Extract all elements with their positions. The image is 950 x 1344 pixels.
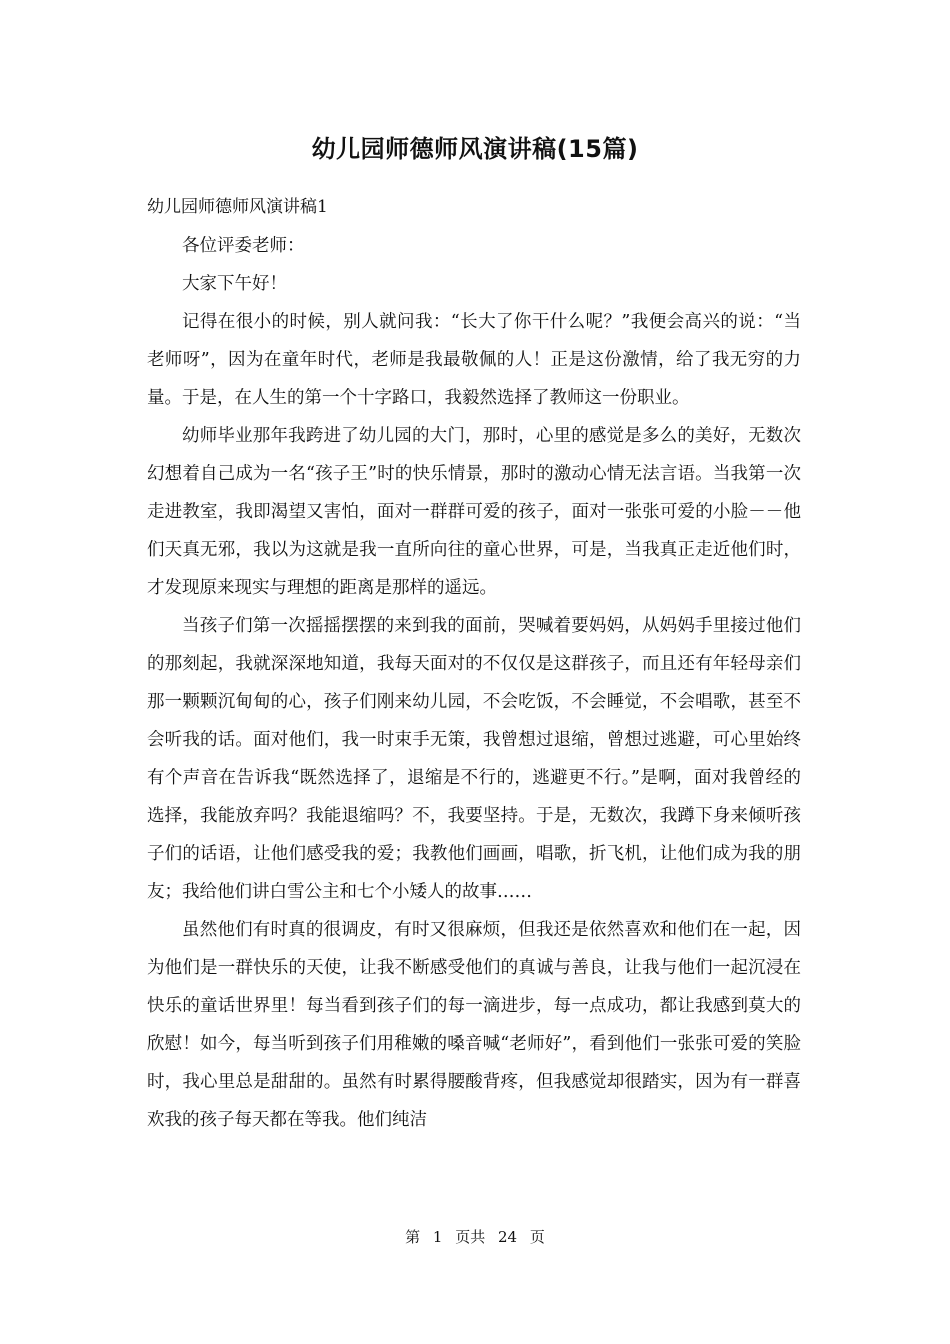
page-footer: 第 1 页共 24 页 (405, 1228, 545, 1246)
document-body (147, 227, 801, 1139)
section-heading: 幼儿园师德师风演讲稿1 (147, 197, 328, 217)
paragraph-greeting: 大家下午好！ (182, 274, 287, 294)
document-title: 幼儿园师德师风演讲稿(15篇) (311, 135, 639, 163)
paragraph-childhood: 记得在很小的时候，别人就问我：“长大了你干什么呢？”我便会高兴的说：“当老师呀”，因为在童年时代，老师是我最敬佩的人！正是这份激情，给了我无穷的力量。于是，在人生的第一个十字路口，我毅然选择了教师这一份职业。 (147, 312, 801, 408)
paragraph-happy-angels: 虽然他们有时真的很调皮，有时又很麻烦，但我还是依然喜欢和他们在一起，因为他们是一群快乐的天使，让我不断感受他们的真诚与善良，让我与他们一起沉浸在快乐的童话世界里！每当看到孩子们的每一滴进步，每一点成功，都让我感到莫大的欣慰！如今，每当听到孩子们用稚嫩的嗓音喊“老师好”，看到他们一张张可爱的笑脸时，我心里总是甜甜的。虽然有时累得腰酸背疼，但我感觉却很踏实，因为有一群喜欢我的孩子每天都在等我。他们纯洁 (147, 920, 801, 1130)
paragraph-first-job: 幼师毕业那年我跨进了幼儿园的大门，那时，心里的感觉是多么的美好，无数次幻想着自己成为一名“孩子王”时的快乐情景，那时的激动心情无法言语。当我第一次走进教室，我即渴望又害怕，面对一群群可爱的孩子，面对一张张可爱的小脸－－他们天真无邪，我以为这就是我一直所向往的童心世界，可是，当我真正走近他们时，才发现原来现实与理想的距离是那样的遥远。 (147, 426, 801, 598)
paragraph-first-children: 当孩子们第一次摇摇摆摆的来到我的面前，哭喊着要妈妈，从妈妈手里接过他们的那刻起，我就深深地知道，我每天面对的不仅仅是这群孩子，而且还有年轻母亲们那一颗颗沉甸甸的心，孩子们刚来幼儿园，不会吃饭，不会睡觉，不会唱歌，甚至不会听我的话。面对他们，我一时束手无策，我曾想过退缩，曾想过逃避，可心里始终有个声音在告诉我“既然选择了，退缩是不行的，逃避更不行。”是啊，面对我曾经的选择，我能放弃吗？我能退缩吗？不，我要坚持。于是，无数次，我蹲下身来倾听孩子们的话语，让他们感受我的爱；我教他们画画，唱歌，折飞机，让他们成为我的朋友；我给他们讲白雪公主和七个小矮人的故事…… (147, 616, 801, 902)
paragraph-salutation: 各位评委老师： (182, 236, 305, 256)
